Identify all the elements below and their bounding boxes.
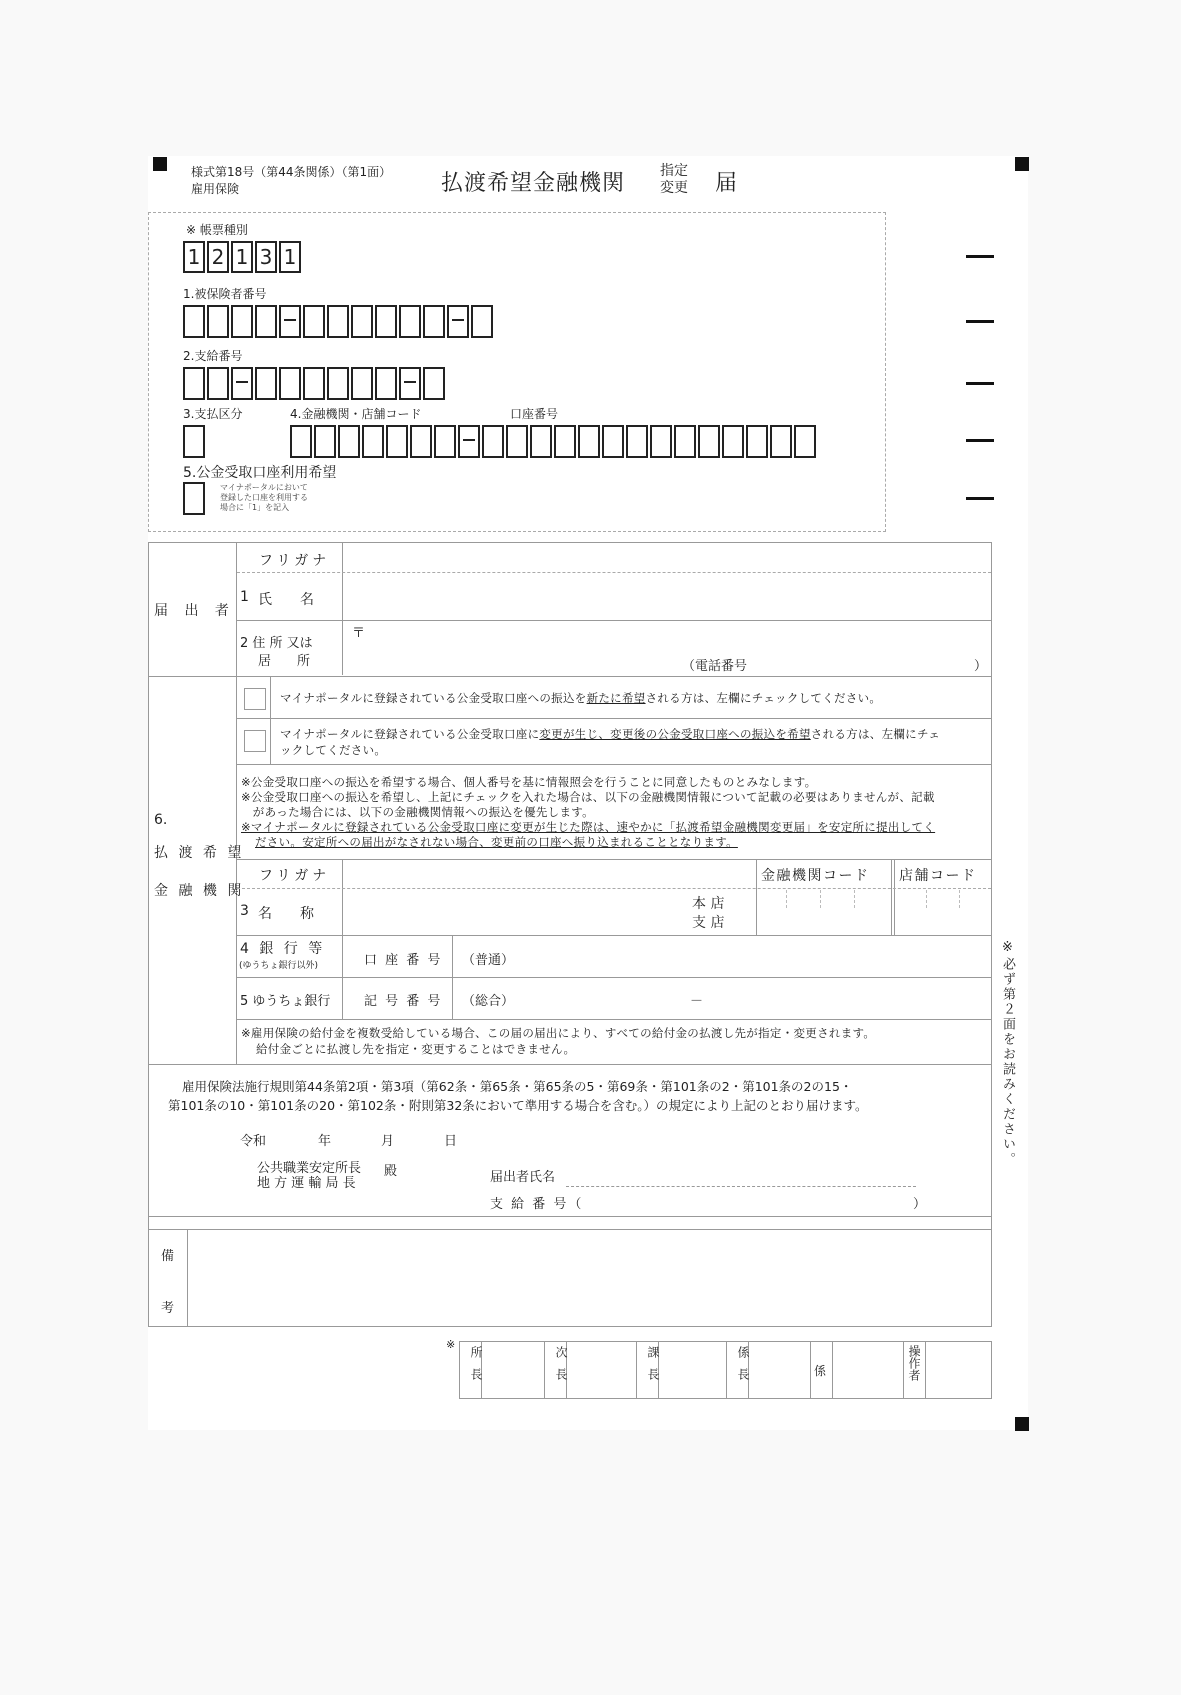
applicant-name-input[interactable] <box>344 574 990 618</box>
digit-tick <box>786 890 787 908</box>
divider <box>237 935 991 936</box>
note-change-notice: ※マイナポータルに登録されている公金受取口座に変更が生じた際は、速やかに「払渡希望金融機関変更届」を安定所に提出してく <box>241 820 936 834</box>
stamp-label-section-chief: 課長 <box>646 1346 660 1390</box>
form-type-digit: 3 <box>255 241 277 273</box>
declaration-line1: 雇用保険法施行規則第44条第2項・第3項（第62条・第65条・第65条の5・第69条・第101条の2・第101条の2の15・ <box>182 1079 853 1094</box>
divider <box>237 1019 991 1020</box>
divider <box>237 888 991 889</box>
digit-box[interactable] <box>255 367 277 400</box>
yucho-bank-label: 5 ゆうちょ銀行 <box>240 994 331 1009</box>
yucho-symbol-input[interactable] <box>520 982 680 1014</box>
separator-dash <box>279 305 301 338</box>
digit-box[interactable] <box>231 305 253 338</box>
digit-box[interactable] <box>698 425 720 458</box>
divider <box>237 718 991 719</box>
bank-furigana-input[interactable] <box>344 861 754 885</box>
bank-account-code-input[interactable] <box>290 425 816 458</box>
form-type-digit: 2 <box>207 241 229 273</box>
honorific: 殿 <box>384 1164 398 1179</box>
digit-box[interactable] <box>746 425 768 458</box>
digit-box[interactable] <box>578 425 600 458</box>
stamp-label-staff: 係 <box>814 1364 827 1378</box>
digit-box[interactable] <box>794 425 816 458</box>
remarks-label-bottom: 考 <box>161 1301 175 1316</box>
symbol-number-label: 記 号 番 号 <box>364 994 443 1009</box>
divider <box>832 1341 833 1399</box>
divider <box>237 764 991 765</box>
form-type-digit: 1 <box>231 241 253 273</box>
applicant-address-input[interactable] <box>365 622 985 652</box>
digit-box[interactable] <box>183 425 205 458</box>
divider <box>903 1341 904 1399</box>
digit-box[interactable] <box>650 425 672 458</box>
payment-type-input[interactable] <box>183 425 205 458</box>
name-label: 氏 名 <box>258 592 314 608</box>
bank-name-input[interactable] <box>344 890 684 934</box>
new-public-account-text: マイナポータルに登録されている公金受取口座への振込を新たに希望される方は、左欄にチェックしてください。 <box>280 691 882 705</box>
form-title: 払渡希望金融機関 <box>441 171 626 196</box>
remarks-input[interactable] <box>190 1232 988 1324</box>
registration-mark <box>1015 1417 1029 1431</box>
digit-box[interactable] <box>290 425 312 458</box>
digit-box[interactable] <box>482 425 504 458</box>
public-account-note: マイナポータルにおいて 登録した口座を利用する 場合に「1」を記入 <box>220 483 308 512</box>
note-priority-cont: があった場合には、以下の金融機関情報への振込を優先します。 <box>241 805 594 819</box>
separator-dash <box>458 425 480 458</box>
branch-code-label: 店舗コード <box>899 868 977 884</box>
yucho-separator: － <box>690 994 704 1009</box>
bank-section-number: 6. <box>154 812 168 828</box>
digit-tick <box>959 890 960 908</box>
divider <box>342 542 343 675</box>
branch-office-label[interactable]: 支 店 <box>692 915 725 931</box>
declaration-payment-number-input[interactable] <box>580 1190 910 1212</box>
changed-public-account-text-cont: ックしてください。 <box>280 743 387 757</box>
declaration-name-input[interactable] <box>566 1160 916 1184</box>
stamp-label-operator: 操作者 <box>907 1345 921 1381</box>
digit-box[interactable] <box>303 305 325 338</box>
applicant-name-label: 届出者氏名 <box>490 1170 556 1185</box>
registration-mark <box>153 157 167 171</box>
stamp-label-deputy: 次長 <box>554 1346 568 1390</box>
divider <box>636 1341 637 1399</box>
branch-code-input[interactable] <box>895 890 990 934</box>
name-label-number: 1 <box>240 589 249 605</box>
addressee-line1: 公共職業安定所長 <box>257 1161 362 1176</box>
timing-mark <box>966 439 994 442</box>
digit-box[interactable] <box>327 367 349 400</box>
digit-box[interactable] <box>375 305 397 338</box>
divider <box>342 859 343 1019</box>
date-month-input[interactable] <box>336 1127 376 1147</box>
title-option-change: 変更 <box>660 180 688 196</box>
stamp-label-subsection-chief: 係長 <box>736 1346 750 1390</box>
digit-box[interactable] <box>434 425 456 458</box>
declaration-line2: 第101条の10・第101条の20・第102条・附則第32条において準用する場合を含む。）の規定により上記のとおり届けます。 <box>168 1098 868 1113</box>
timing-mark <box>966 497 994 500</box>
date-year-input[interactable] <box>270 1127 315 1147</box>
digit-tick <box>820 890 821 908</box>
divider <box>148 1229 992 1230</box>
divider <box>148 676 992 677</box>
signature-line <box>566 1186 916 1187</box>
digit-tick <box>854 890 855 908</box>
bank-type-sublabel: (ゆうちょ銀行以外) <box>239 961 319 971</box>
remarks-label-top: 備 <box>161 1249 175 1264</box>
payment-number-label: 2.支給番号 <box>183 349 243 363</box>
date-era: 令和 <box>240 1134 267 1149</box>
title-option-designate: 指定 <box>660 163 688 179</box>
digit-box[interactable] <box>351 367 373 400</box>
digit-box[interactable] <box>183 482 205 515</box>
bank-furigana-label: フリガナ <box>259 868 331 884</box>
form-type-code <box>183 241 301 273</box>
payment-number-input[interactable] <box>183 367 445 400</box>
bank-code-label: 金融機関コード <box>761 868 870 884</box>
digit-box[interactable] <box>327 305 349 338</box>
account-type-ordinary: （普通） <box>462 953 515 968</box>
digit-box[interactable] <box>314 425 336 458</box>
bank-name-label: 名 称 <box>258 906 314 922</box>
digit-box[interactable] <box>530 425 552 458</box>
digit-box[interactable] <box>770 425 792 458</box>
payment-number-close: ） <box>913 1197 927 1212</box>
divider <box>891 859 892 935</box>
addressee-line2: 地 方 運 輸 局 長 <box>257 1176 356 1191</box>
yucho-number-input[interactable] <box>710 982 985 1014</box>
digit-box[interactable] <box>279 367 301 400</box>
digit-box[interactable] <box>303 367 325 400</box>
divider <box>726 1341 727 1399</box>
date-year-label: 年 <box>318 1134 332 1149</box>
address-label-line2: 居 所 <box>258 654 311 669</box>
insured-number-label: 1.被保険者番号 <box>183 287 267 301</box>
digit-box[interactable] <box>351 305 373 338</box>
divider <box>270 676 271 764</box>
address-label-line1: 2 住 所 又は <box>240 636 313 651</box>
applicant-furigana-input[interactable] <box>344 544 990 570</box>
digit-box[interactable] <box>399 305 421 338</box>
note-consent: ※公金受取口座への振込を希望する場合、個人番号を基に情報照会を行うことに同意したものとみなします。 <box>241 775 817 789</box>
date-day-input[interactable] <box>399 1127 439 1147</box>
stamp-label-director: 所長 <box>469 1346 483 1390</box>
digit-box[interactable] <box>183 305 205 338</box>
registration-mark <box>1015 157 1029 171</box>
divider <box>237 977 991 978</box>
applicant-section-label: 届 出 者 <box>154 603 235 619</box>
digit-box[interactable] <box>386 425 408 458</box>
multiple-benefits-note-cont: 給付金ごとに払渡し先を指定・変更することはできません。 <box>256 1042 576 1056</box>
note-change-notice-cont: ださい。安定所への届出がなされない場合、変更前の口座へ振り込まれることとなります。 <box>255 835 738 849</box>
furigana-label: フリガナ <box>259 553 331 569</box>
form-type-digit: 1 <box>279 241 301 273</box>
digit-box[interactable] <box>626 425 648 458</box>
digit-box[interactable] <box>471 305 493 338</box>
separator-dash <box>399 367 421 400</box>
digit-box[interactable] <box>423 305 445 338</box>
form-number: 様式第18号（第44条関係）（第1面） <box>191 165 392 179</box>
changed-public-account-checkbox[interactable] <box>244 730 266 752</box>
divider <box>148 1216 992 1217</box>
divider <box>925 1341 926 1399</box>
account-number-label: 口座番号 <box>510 407 559 421</box>
divider <box>544 1341 545 1399</box>
declaration-payment-number-label: 支 給 番 号（ <box>490 1197 584 1212</box>
phone-close: ） <box>974 659 988 674</box>
bank-type-label: 4 銀 行 等 <box>240 941 326 957</box>
form-type-label: ※ 帳票種別 <box>186 223 248 237</box>
divider <box>148 1064 992 1065</box>
separator-dash <box>231 367 253 400</box>
digit-box[interactable] <box>722 425 744 458</box>
new-public-account-checkbox[interactable] <box>244 688 266 710</box>
bank-name-number: 3 <box>240 903 249 919</box>
timing-mark <box>966 320 994 323</box>
digit-box[interactable] <box>410 425 432 458</box>
applicant-phone-input[interactable] <box>760 654 960 672</box>
digit-box[interactable] <box>207 367 229 400</box>
digit-box[interactable] <box>674 425 696 458</box>
digit-box[interactable] <box>602 425 624 458</box>
digit-box[interactable] <box>423 367 445 400</box>
divider <box>237 572 991 573</box>
digit-box[interactable] <box>255 305 277 338</box>
note-priority: ※公金受取口座への振込を希望し、上記にチェックを入れた場合は、以下の金融機関情報について記載の必要はありませんが、記載 <box>241 790 935 804</box>
form-type-digit: 1 <box>183 241 205 273</box>
digit-tick <box>926 890 927 908</box>
divider <box>187 1229 188 1326</box>
account-number-field-label: 口 座 番 号 <box>364 953 443 968</box>
bank-branch-code-label: 4.金融機関・店舗コード <box>290 407 422 421</box>
account-type-general: （総合） <box>462 994 515 1009</box>
digit-box[interactable] <box>207 305 229 338</box>
changed-public-account-text: マイナポータルに登録されている公金受取口座に変更が生じ、変更後の公金受取口座への振込を希望される方は、左欄にチェ <box>280 727 941 741</box>
divider <box>237 859 991 860</box>
digit-box[interactable] <box>554 425 576 458</box>
head-office-label[interactable]: 本 店 <box>692 896 725 912</box>
side-note-read-page2: ※必ず第２面をお読みください。 <box>1000 940 1015 1167</box>
divider <box>810 1341 811 1399</box>
account-number-input[interactable] <box>520 940 985 974</box>
divider <box>237 620 991 621</box>
digit-box[interactable] <box>506 425 528 458</box>
public-account-input[interactable] <box>183 482 205 515</box>
timing-mark <box>966 255 994 258</box>
separator-dash <box>447 305 469 338</box>
multiple-benefits-note: ※雇用保険の給付金を複数受給している場合、この届の届出により、すべての給付金の払渡し先が指定・変更されます。 <box>241 1026 876 1040</box>
insured-number-input[interactable] <box>183 305 493 338</box>
date-month-label: 月 <box>381 1134 395 1149</box>
digit-box[interactable] <box>375 367 397 400</box>
digit-box[interactable] <box>183 367 205 400</box>
timing-mark <box>966 382 994 385</box>
title-suffix: 届 <box>715 171 738 196</box>
bank-section-label-line1: 払 渡 希 望 <box>154 845 245 861</box>
office-use-mark: ※ <box>446 1338 456 1351</box>
digit-box[interactable] <box>338 425 360 458</box>
date-day-label: 日 <box>444 1134 458 1149</box>
bank-section-label-line2: 金 融 機 関 <box>154 883 245 899</box>
public-account-label: 5.公金受取口座利用希望 <box>183 465 337 481</box>
phone-label: （電話番号 <box>682 659 748 674</box>
form-category: 雇用保険 <box>191 182 240 196</box>
postal-mark: 〒 <box>352 626 366 641</box>
digit-box[interactable] <box>362 425 384 458</box>
payment-type-label: 3.支払区分 <box>183 407 243 421</box>
bank-code-input[interactable] <box>757 890 890 934</box>
